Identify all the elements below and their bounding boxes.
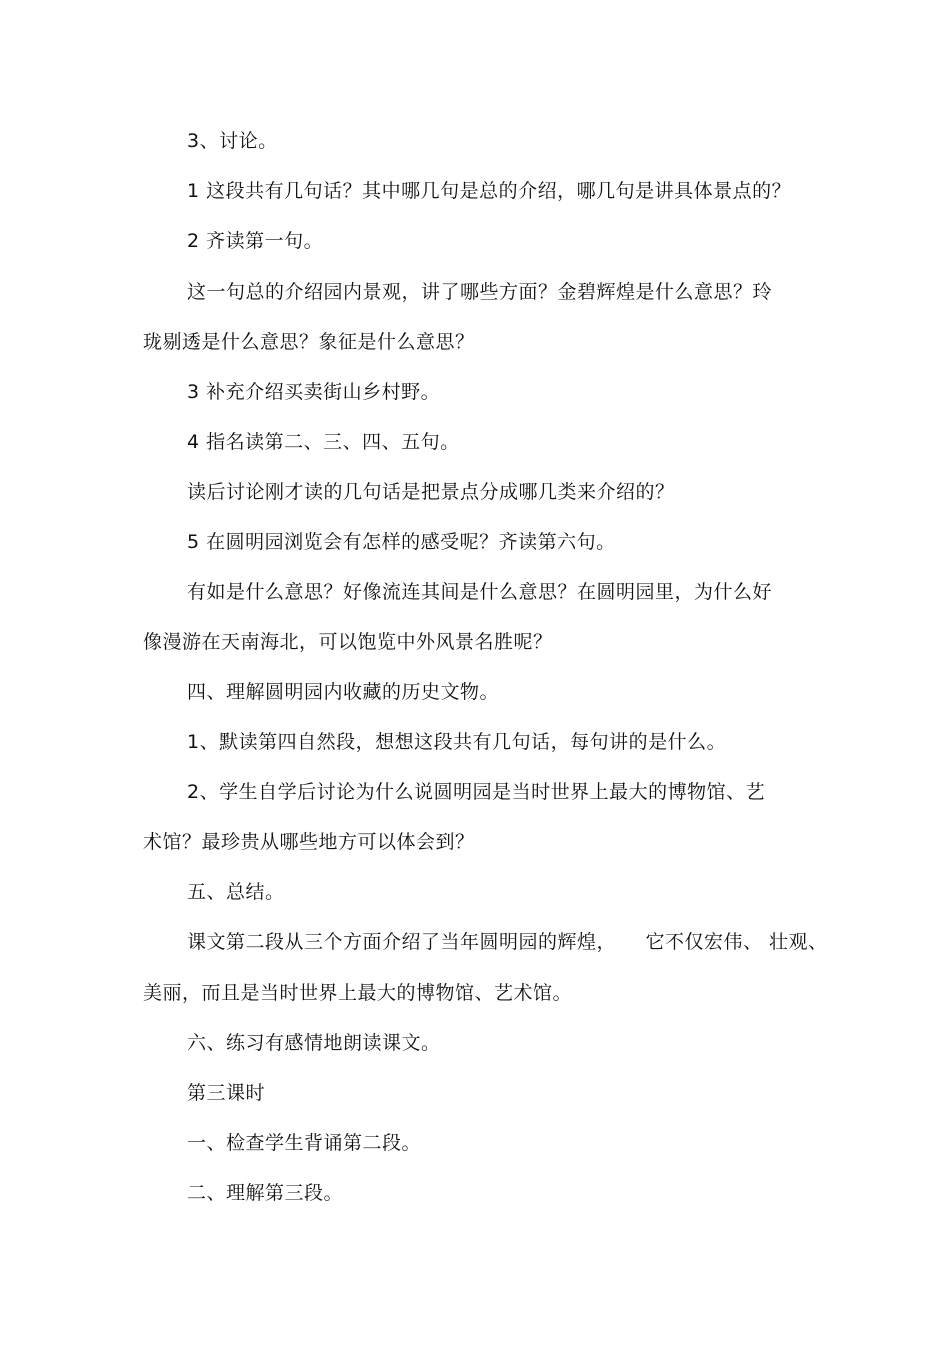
paragraph-line: 1 这段共有几句话？其中哪几句是总的介绍，哪几句是讲具体景点的？ [187, 180, 792, 202]
paragraph-line: 2 齐读第一句。 [187, 230, 324, 252]
paragraph-line: 3 补充介绍买卖街山乡村野。 [187, 381, 441, 403]
section-heading: 二、理解第三段。 [187, 1182, 344, 1204]
section-heading: 四、理解圆明园内收藏的历史文物。 [187, 681, 500, 703]
section-heading: 一、检查学生背诵第二段。 [187, 1132, 422, 1154]
paragraph-line: 这一句总的介绍园内景观，讲了哪些方面？金碧辉煌是什么意思？玲 [187, 281, 773, 303]
paragraph-line: 读后讨论刚才读的几句话是把景点分成哪几类来介绍的？ [187, 481, 675, 503]
section-heading: 六、练习有感情地朗读课文。 [187, 1032, 441, 1054]
paragraph-line: 珑剔透是什么意思？象征是什么意思？ [143, 331, 475, 353]
paragraph-line: 4 指名读第二、三、四、五句。 [187, 431, 460, 453]
paragraph-line: 像漫游在天南海北，可以饱览中外风景名胜呢？ [143, 631, 553, 653]
paragraph-line: 术馆？最珍贵从哪些地方可以体会到？ [143, 831, 475, 853]
paragraph-line: 1、默读第四自然段，想想这段共有几句话，每句讲的是什么。 [187, 731, 727, 753]
section-heading-discussion: 3、讨论。 [187, 130, 278, 152]
paragraph-line: 2、学生自学后讨论为什么说圆明园是当时世界上最大的博物馆、艺 [187, 781, 766, 803]
paragraph-line: 课文第二段从三个方面介绍了当年圆明园的辉煌， 它不仅宏伟、 壮观、 [187, 931, 828, 953]
lesson-heading: 第三课时 [187, 1082, 266, 1104]
section-heading: 五、总结。 [187, 881, 285, 903]
paragraph-line: 5 在圆明园浏览会有怎样的感受呢？齐读第六句。 [187, 531, 616, 553]
paragraph-line: 美丽，而且是当时世界上最大的博物馆、艺术馆。 [143, 982, 573, 1004]
paragraph-line: 有如是什么意思？好像流连其间是什么意思？在圆明园里，为什么好 [187, 581, 773, 603]
